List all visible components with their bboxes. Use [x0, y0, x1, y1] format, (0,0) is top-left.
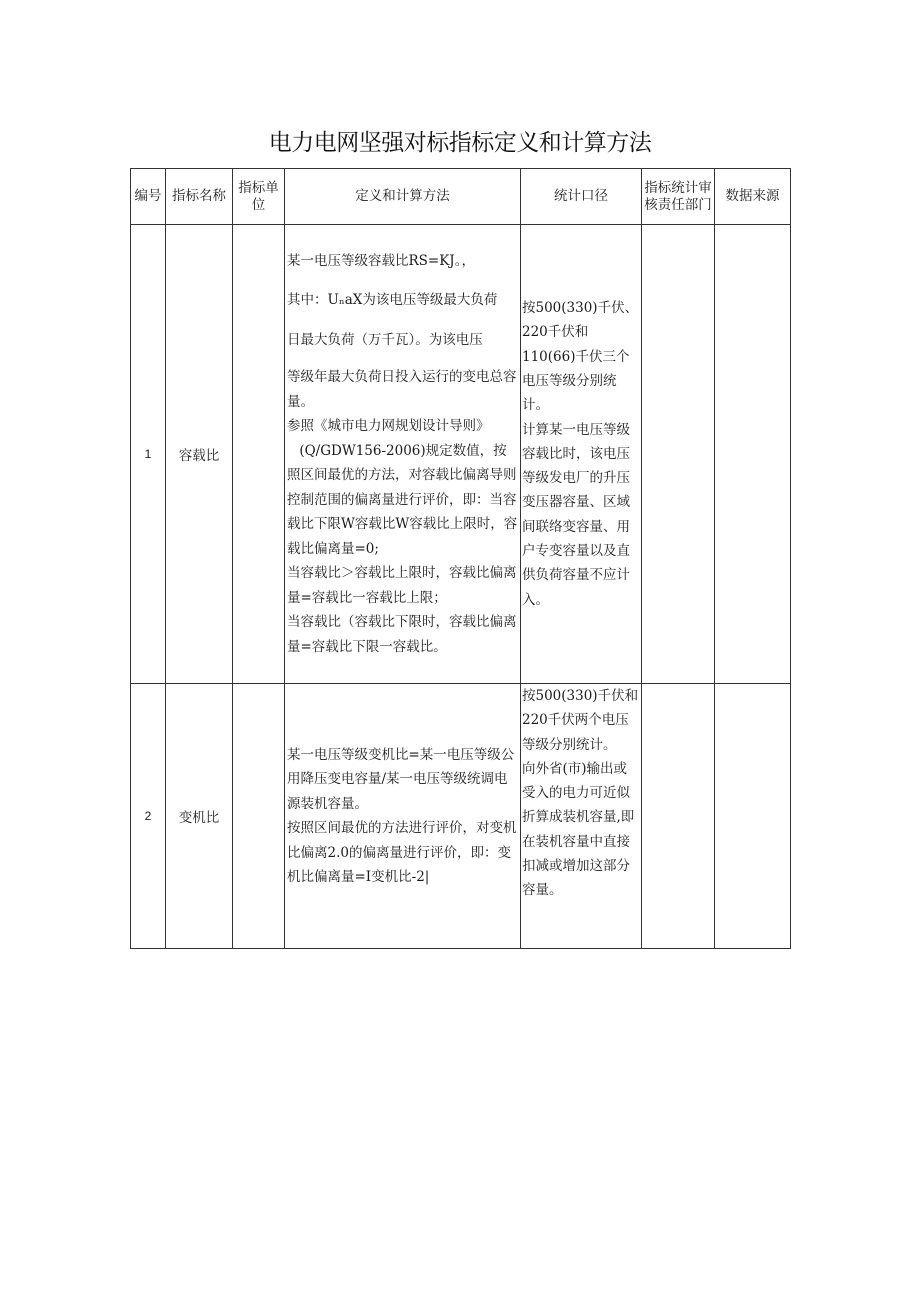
definition-line: (Q/GDW156-2006)规定数值，按	[299, 442, 507, 459]
definition-line: 按照区间最优的方法进行评价，对变机比偏离2.0的偏离量进行评价，即：变机比偏离量=I变机比-2|	[287, 820, 517, 885]
responsible-dept	[642, 684, 715, 949]
caliber-line: 向外省(市)输出或受入的电力可近似折算成装机容量,即在装机容量中直接扣减或增加这部分容量。	[522, 760, 635, 899]
header-responsible-dept: 指标统计审核责任部门	[642, 169, 715, 225]
definition-line: 其中：UₙaX为该电压等级最大负荷	[287, 292, 498, 309]
definition-line: 等级年最大负荷日投入运行的变电总容量。	[287, 369, 517, 410]
definition-line: 某一电压等级容载比RS=KJ。，	[287, 252, 475, 269]
definition-cell	[285, 684, 521, 949]
definition-line: 照区间最优的方法，对容载比偏离导则控制范围的偏离量进行评价，即：当容载比下限W容载比W容载比上限时，容载比偏离量=0;	[287, 467, 518, 557]
header-number: 编号	[131, 169, 166, 225]
caliber-line: 按500(330)千伏、220千伏和110(66)千伏三个电压等级分别统计。	[522, 300, 639, 414]
indicator-unit	[233, 225, 285, 684]
data-source	[715, 684, 791, 949]
definition-line: 日最大负荷（万千瓦）。为该电压	[287, 331, 483, 348]
definition-line: 某一电压等级变机比=某一电压等级公用降压变电容量/某一电压等级统调电源装机容量。	[287, 746, 515, 812]
caliber-cell	[521, 225, 642, 684]
header-indicator-unit: 指标单位	[233, 169, 285, 225]
header-data-source: 数据来源	[715, 169, 791, 225]
caliber-cell	[521, 684, 642, 949]
caliber-line: 计算某一电压等级容载比时，该电压等级发电厂的升压变压器容量、区域间联络变容量、用户专变容量以及直供负荷容量不应计入。	[522, 421, 630, 608]
definition-line: 当容载比＞容载比上限时，容载比偏离量=容载比一容载比上限；	[287, 565, 517, 606]
indicator-name: 变机比	[166, 684, 233, 949]
row-number: 1	[131, 225, 166, 684]
header-caliber: 统计口径	[521, 169, 642, 225]
indicator-table	[130, 168, 791, 949]
indicator-unit	[233, 684, 285, 949]
table-row	[131, 684, 791, 949]
header-indicator-name: 指标名称	[166, 169, 233, 225]
table-row	[131, 225, 791, 684]
caliber-line: 按500(330)千伏和220千伏两个电压等级分别统计。	[522, 688, 639, 753]
document-title: 电力电网坚强对标指标定义和计算方法	[268, 130, 652, 156]
data-source	[715, 225, 791, 684]
responsible-dept	[642, 225, 715, 684]
row-number: 2	[131, 684, 166, 949]
header-definition: 定义和计算方法	[285, 169, 521, 225]
indicator-name: 容载比	[166, 225, 233, 684]
definition-line: 参照《城市电力网规划设计导则》	[287, 418, 490, 435]
definition-cell	[285, 225, 521, 684]
table-header-row	[131, 169, 791, 225]
definition-line: 当容载比（容载比下限时，容载比偏离量=容载比下限一容载比。	[287, 614, 517, 655]
